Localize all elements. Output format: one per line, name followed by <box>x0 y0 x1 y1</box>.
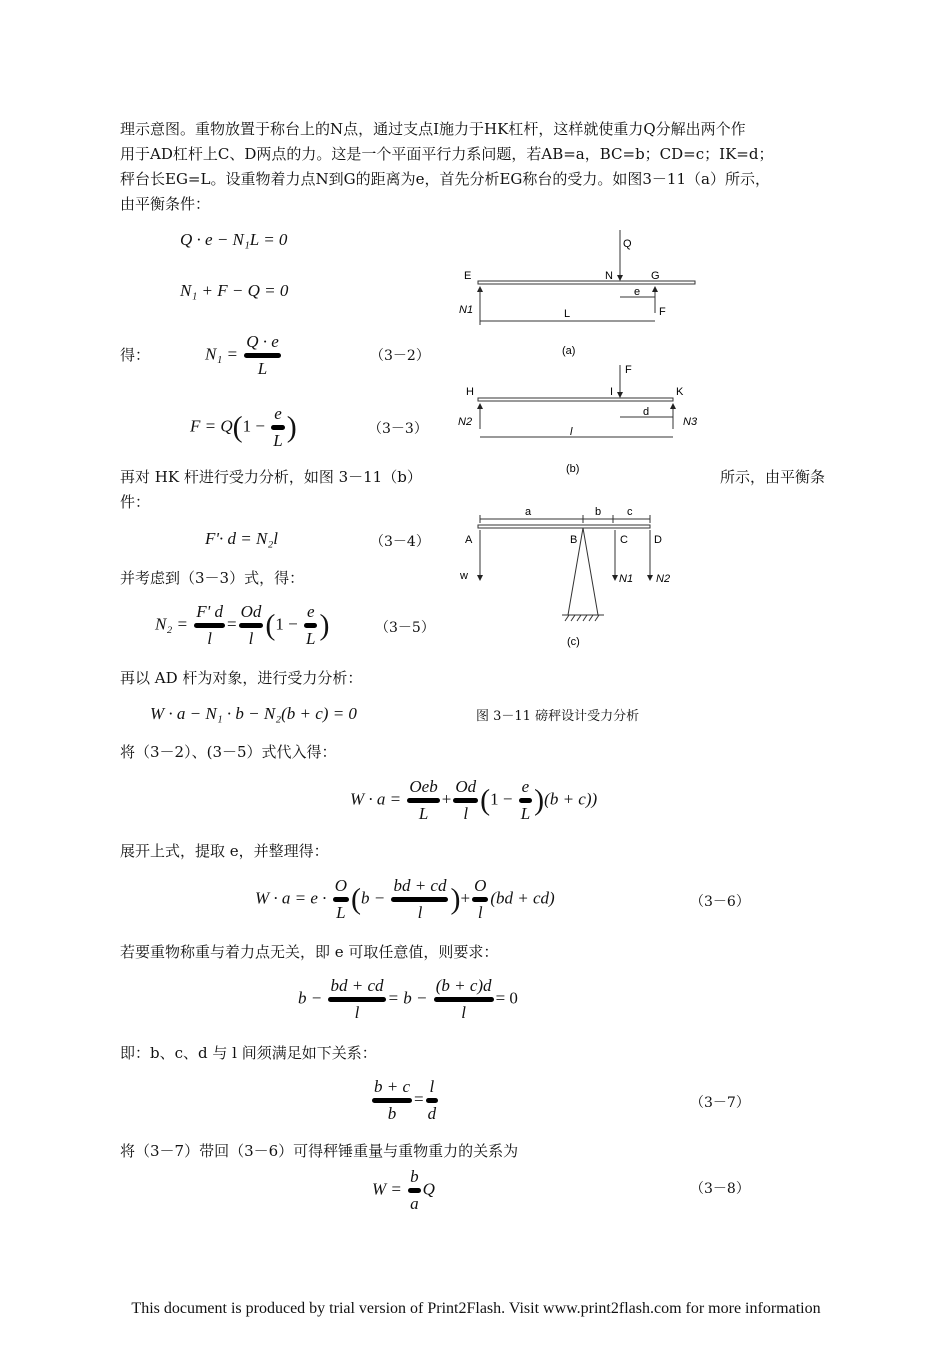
label-k: K <box>676 386 684 398</box>
text-line: 再以 AD 杆为对象，进行受力分析： <box>120 669 363 687</box>
fraction <box>434 976 494 1023</box>
numerator: Oeb <box>409 777 438 796</box>
label-q: Q <box>623 238 632 250</box>
numerator: bd + cd <box>393 876 447 895</box>
text-line: 若要重物称重与着力点无关，即 e 可取任意值，则要求： <box>120 943 499 961</box>
eq-tail: (b + c)) <box>544 789 598 809</box>
ground-hatch <box>565 615 599 621</box>
eq-one: 1 − <box>490 789 513 809</box>
fraction-bar <box>426 1098 439 1103</box>
equation-moment: Q · e − N₁L = 0 <box>180 230 288 249</box>
numerator: Od <box>455 777 477 796</box>
eq-plus: + <box>460 888 471 908</box>
numerator: e <box>306 602 315 621</box>
denominator: l <box>354 1003 360 1022</box>
equation-tag: （3－8） <box>690 1181 750 1197</box>
eq-one: 1 − <box>275 614 298 634</box>
label-w: w <box>460 570 468 582</box>
fraction-bar <box>244 353 281 358</box>
equation-3-6 <box>255 876 555 923</box>
paren-open: ( <box>232 410 243 444</box>
caption-b: (b) <box>566 463 580 475</box>
eq-mid: = b − <box>387 988 428 1008</box>
label-l: l <box>570 426 573 438</box>
eq-b: b − <box>298 988 323 1008</box>
text-line: 并考虑到（3－3）式，得： <box>120 569 305 587</box>
trial-footer: This document is produced by trial version of Print2Flash. Visit www.print2flash.com for more information <box>131 1300 821 1317</box>
text-de: 得： <box>120 346 151 364</box>
fraction-bar <box>407 798 439 803</box>
text-line: 展开上式，提取 e，并整理得： <box>120 842 329 860</box>
eq-zero: = 0 <box>495 988 518 1008</box>
label-e-dim: e <box>634 286 641 298</box>
numerator: bd + cd <box>330 976 384 995</box>
label-f: F <box>659 306 666 318</box>
label-i: I <box>610 386 614 398</box>
numerator: (b + c)d <box>435 976 492 995</box>
fraction <box>472 876 488 923</box>
label-c-dim: c <box>627 506 633 518</box>
fraction-bar <box>472 897 488 902</box>
caption-a: (a) <box>562 345 576 357</box>
eq-b: b − <box>360 888 386 908</box>
label-e: E <box>464 270 472 282</box>
fraction-bar <box>239 623 264 628</box>
equation-tag: （3－5） <box>375 620 435 636</box>
figure-caption: 图 3－11 磅秤设计受力分析 <box>476 709 640 724</box>
fraction-bar <box>194 623 225 628</box>
label-d: d <box>643 406 650 418</box>
label-a: A <box>465 534 473 546</box>
text-line: 即：b、c、d 与 l 间须满足如下关系： <box>120 1044 377 1062</box>
equation-force: N₁ + F − Q = 0 <box>180 281 289 300</box>
eq-tail: Q <box>422 1179 435 1199</box>
diagram-c <box>459 506 670 648</box>
label-n: N <box>605 270 613 282</box>
equation-3-5: N₂ = F' d l = Od l (1 − e L ) <box>155 602 330 648</box>
fraction-bar <box>391 897 448 902</box>
equation-3-2 <box>205 332 283 379</box>
numerator: Od <box>240 602 262 621</box>
denominator: L <box>336 903 346 922</box>
denominator: d <box>427 1104 437 1123</box>
denominator: a <box>410 1194 419 1213</box>
fraction-bar <box>372 1098 412 1103</box>
numerator: b <box>410 1167 419 1186</box>
text-line: 秤台长EG=L。设重物着力点N到G的距离为e，首先分析EG称台的受力。如图3－11（a）所示， <box>120 170 770 188</box>
eq-one: 1 − <box>242 416 265 436</box>
denominator: l <box>461 1003 466 1022</box>
eq-plus: + <box>441 789 452 809</box>
diagram-b <box>458 364 698 475</box>
caption-c: (c) <box>567 636 580 648</box>
text-line: 用于AD杠杆上C、D两点的力。这是一个平面平行力系问题，若AB=a，BC=b；CD=c；IK=d； <box>120 145 774 163</box>
denominator: l <box>248 629 254 648</box>
fraction <box>426 1077 439 1124</box>
text-line: 将（3－7）带回（3－6）可得秤锤重量与重物重力的关系为 <box>120 1142 519 1160</box>
equation-tag: （3－3） <box>368 421 428 437</box>
text-line: 由平衡条件： <box>120 195 211 213</box>
paren-close: ) <box>450 882 461 916</box>
text-line: 理示意图。重物放置于称台上的N点，通过支点I施力于HK杠杆，这样就使重力Q分解出两个作 <box>120 120 746 138</box>
label-g: G <box>651 270 660 282</box>
eq-tail: (bd + cd) <box>490 888 555 908</box>
fraction-bar <box>408 1188 421 1193</box>
fraction-bar <box>434 997 494 1002</box>
label-b: B <box>570 534 578 546</box>
denominator: l <box>463 804 469 823</box>
beam-eg <box>478 281 695 284</box>
numerator: l <box>429 1077 435 1096</box>
denominator: l <box>417 903 423 922</box>
fraction <box>408 1167 421 1214</box>
beam-ad <box>478 525 650 528</box>
paren-open: ( <box>350 882 361 916</box>
paren-open: ( <box>265 608 276 642</box>
eq-lhs: W = <box>372 1179 402 1199</box>
fraction <box>239 602 264 649</box>
denominator: b <box>387 1104 397 1123</box>
fraction <box>391 876 448 923</box>
fraction <box>333 876 349 923</box>
equation-tag: （3－2） <box>370 348 430 364</box>
text-line: 所示，由平衡条 <box>720 468 826 486</box>
denominator: L <box>520 804 531 823</box>
fraction <box>372 1077 412 1124</box>
fraction <box>328 976 385 1023</box>
fraction-bar <box>328 997 385 1002</box>
label-n2: N2 <box>458 416 473 428</box>
label-d: D <box>654 534 662 546</box>
equation-3-8 <box>372 1167 435 1214</box>
fraction <box>453 777 478 824</box>
fraction-bar <box>333 897 349 902</box>
paren-close: ) <box>534 783 545 817</box>
diagram-a <box>459 230 695 357</box>
label-b-dim: b <box>595 506 602 518</box>
paren-close: ) <box>319 608 330 642</box>
denominator: l <box>207 629 212 648</box>
label-n1: N1 <box>619 573 634 585</box>
fraction <box>519 777 532 824</box>
equation-tag: （3－4） <box>370 534 430 550</box>
eq-lhs: W · a = e · <box>255 888 327 908</box>
equation-3-7: b + c b = l d <box>374 1077 437 1123</box>
text-line: 件： <box>120 493 151 511</box>
equation-tag: （3－7） <box>690 1095 750 1111</box>
fraction-bar <box>519 798 532 803</box>
label-n1: N1 <box>459 304 474 316</box>
label-n2: N2 <box>656 573 671 585</box>
numerator: O <box>474 876 487 895</box>
fraction-bar <box>271 425 284 430</box>
denominator: L <box>305 629 316 648</box>
beam-hk <box>478 398 673 401</box>
numerator: e <box>521 777 530 796</box>
denominator: l <box>477 903 483 922</box>
fraction-bar <box>453 798 478 803</box>
equation-3-3 <box>190 404 297 451</box>
equation-condition <box>298 976 518 1023</box>
numerator: O <box>334 876 347 895</box>
equation-lever: W · a − N₁ · b − N₂(b + c) = 0 <box>150 704 357 723</box>
force-diagram-figure <box>440 225 720 670</box>
fraction-bar <box>304 623 317 628</box>
numerator: b + c <box>374 1077 411 1096</box>
label-a-dim: a <box>525 506 532 518</box>
label-n3: N3 <box>683 416 698 428</box>
label-h: H <box>466 386 474 398</box>
fraction <box>194 602 225 649</box>
fraction <box>304 602 317 649</box>
equation-tag: （3－6） <box>690 894 750 910</box>
denominator: L <box>257 359 268 378</box>
paren-open: ( <box>480 783 491 817</box>
eq-lhs: N₂ = <box>155 614 188 634</box>
numerator: F' d <box>196 602 224 621</box>
numerator: e <box>274 404 282 423</box>
eq-lhs: N₁ = <box>205 344 238 364</box>
label-f: F <box>625 364 632 376</box>
paren-close: ) <box>286 410 297 444</box>
equation-3-4: F'· d = N₂l <box>205 529 278 548</box>
equation-substituted <box>350 777 597 824</box>
fraction <box>271 404 284 451</box>
denominator: L <box>273 431 283 450</box>
label-l: L <box>564 308 571 320</box>
numerator: Q · e <box>246 332 279 351</box>
eq-lhs: W · a = <box>350 789 402 809</box>
denominator: L <box>418 804 429 823</box>
label-c: C <box>620 534 628 546</box>
text-line: 再对 HK 杆进行受力分析，如图 3－11（b） <box>120 468 422 486</box>
fraction <box>407 777 439 824</box>
text-line: 将（3－2）、(3－5）式代入得： <box>120 743 337 761</box>
eq-lhs: F = Q <box>190 416 233 436</box>
fraction <box>244 332 281 379</box>
